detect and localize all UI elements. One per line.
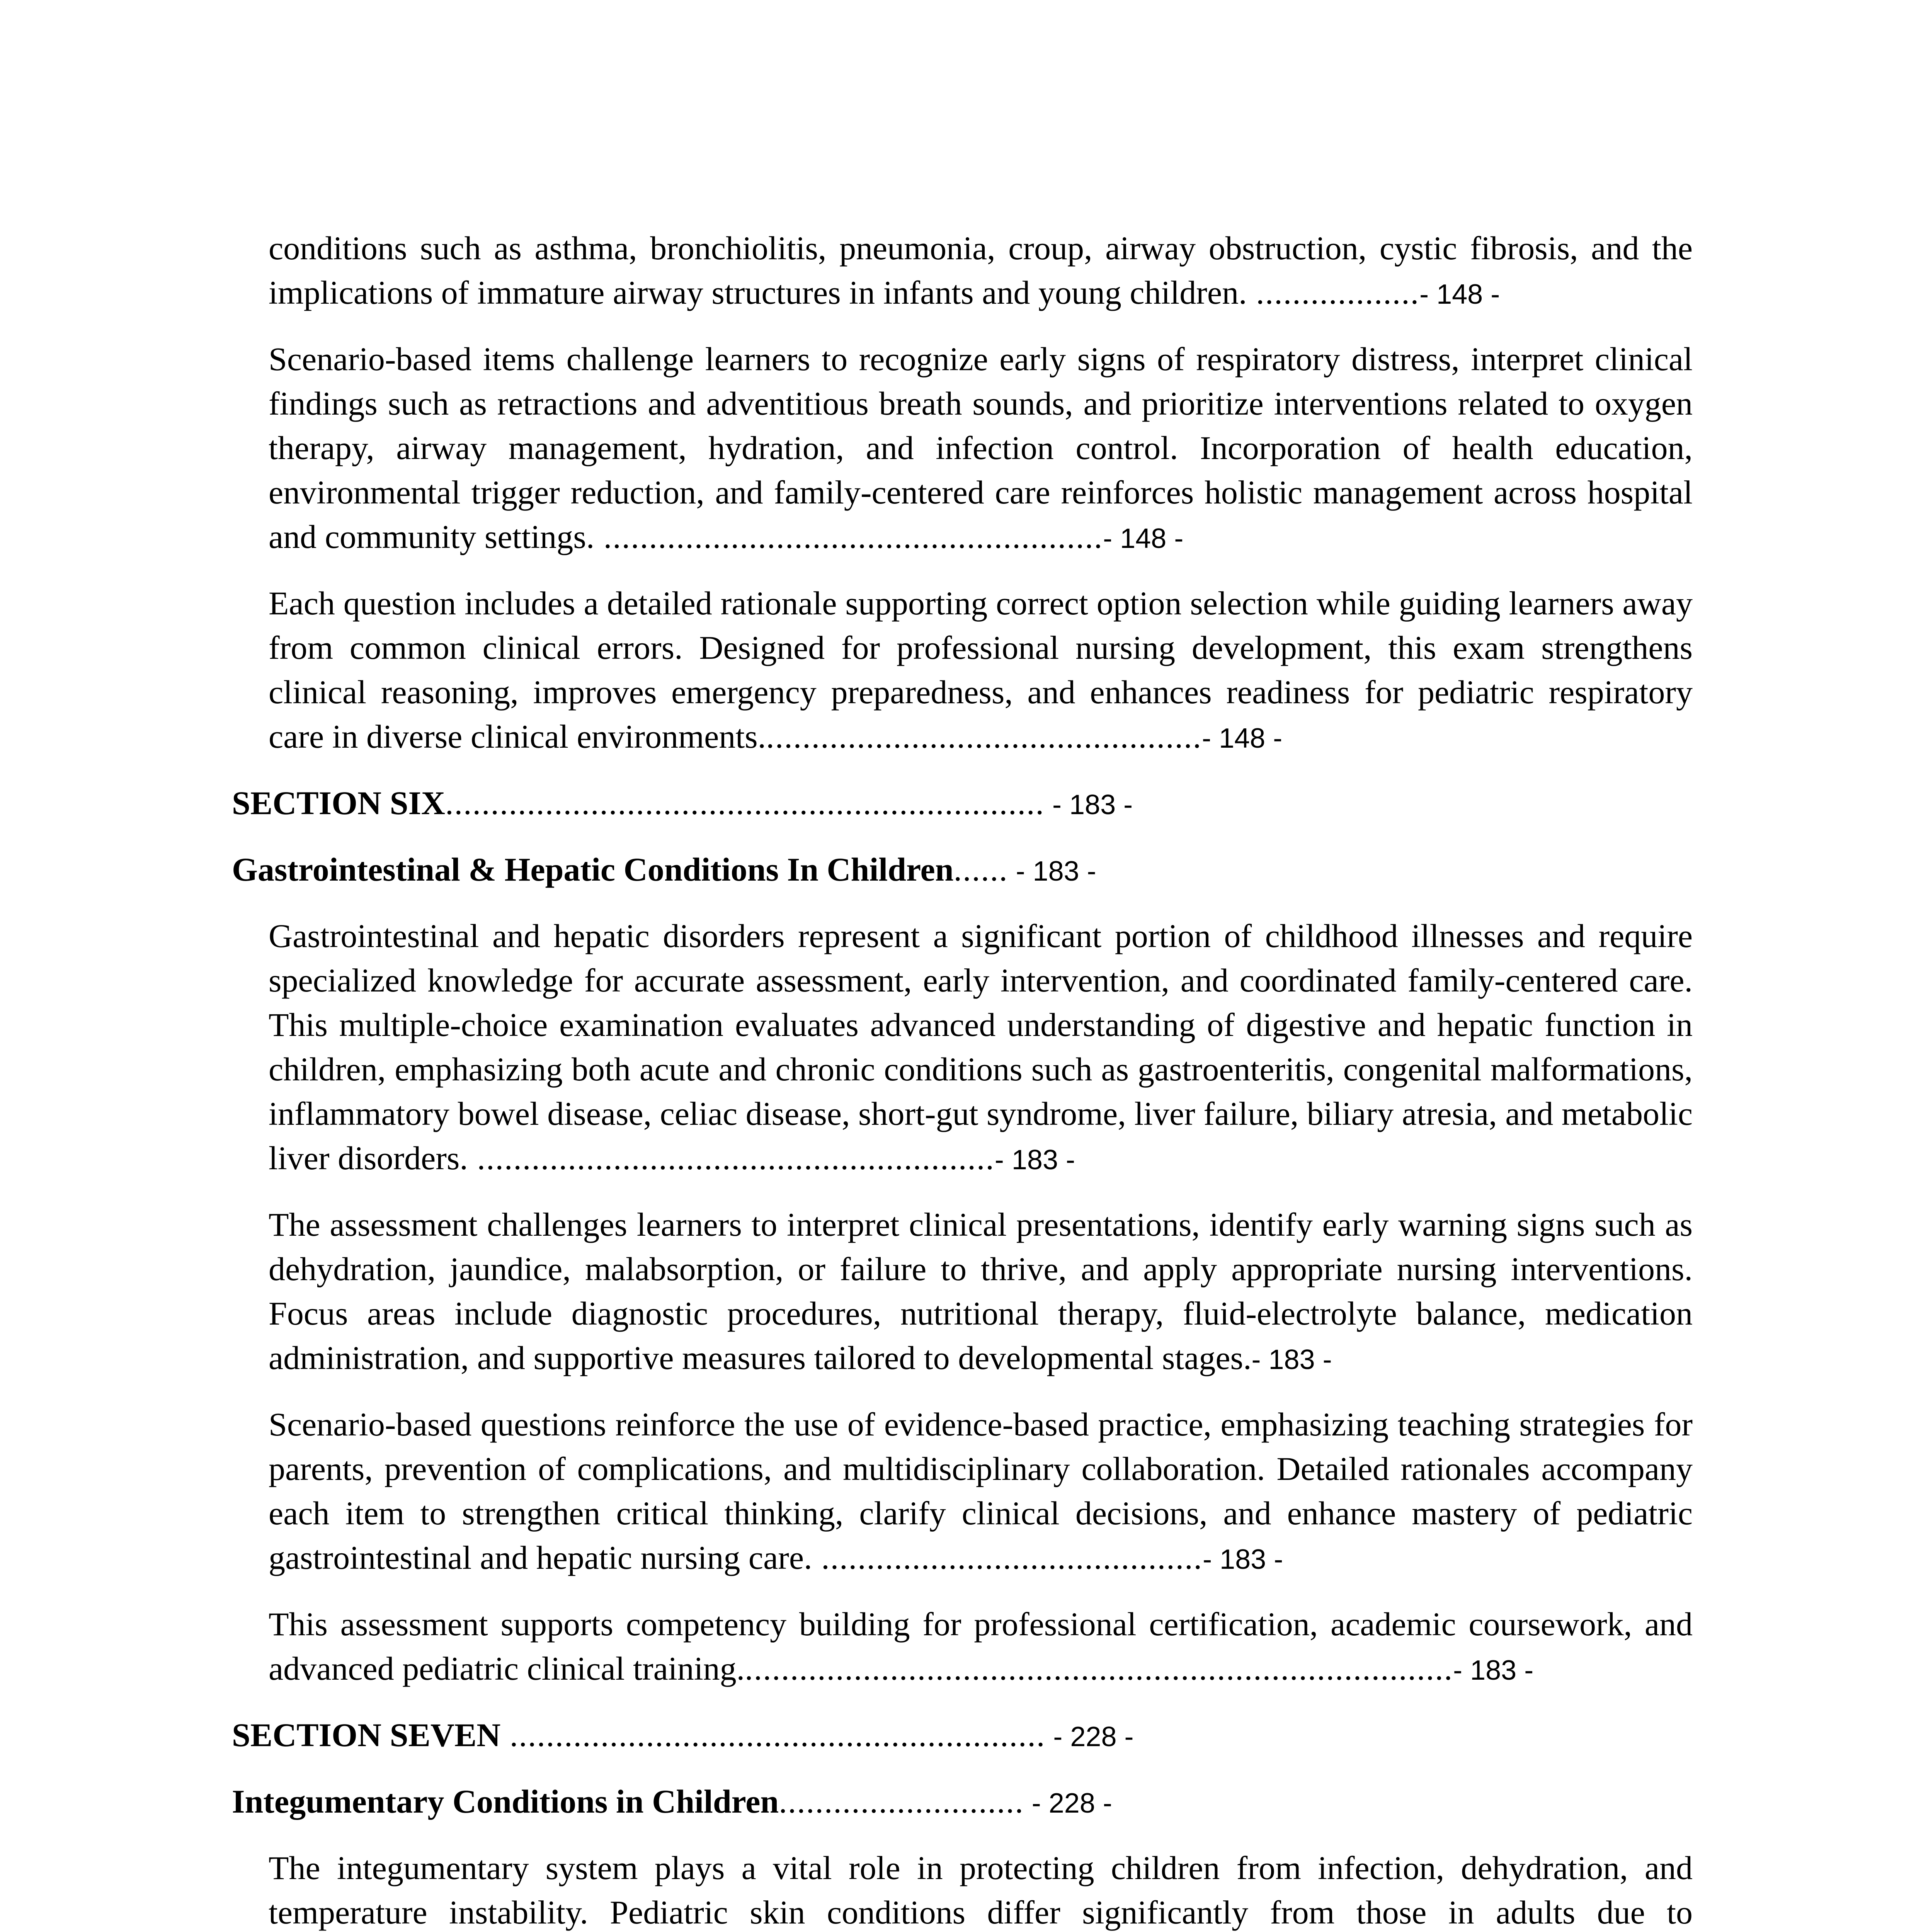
section-title: SECTION SIX (232, 784, 446, 821)
page-ref: - 228 - (1024, 1788, 1112, 1819)
dot-leader: ......................................................... (468, 1139, 995, 1177)
toc-section-heading[interactable] (232, 1779, 1693, 1826)
toc-entry: Gastrointestinal and hepatic disorders represent a significant portion of childhood illnesses and require specialized knowledge for accurate assessment, early intervention, and coordinated family-centered care. This multiple-choice examination evaluates advanced understanding of digestive and hepatic function in children, emphasizing both acute and chronic conditions such as gastroenteritis, congenital malformations, inflammatory bowel disease, celiac disease, short-gut syndrome, liver failure, biliary atresia, and metabolic liver disorders. .........................................................- 183 - (269, 917, 1693, 1177)
dot-leader: .................. (1247, 274, 1420, 311)
dot-leader: ...... (953, 851, 1008, 888)
toc-entry: The integumentary system plays a vital role in protecting children from infection, dehydration, and temperature instability. Pediatric skin conditions differ significantly from those in adults due to (269, 1849, 1693, 1931)
toc-section-heading[interactable] (232, 1713, 1693, 1759)
dot-leader: ....................................................... (594, 518, 1103, 555)
toc-entry: This assessment supports competency building for professional certification, academic coursework, and advanced pediatric clinical training...............................................................................- 183 - (269, 1605, 1693, 1687)
toc-section-heading[interactable] (232, 847, 1693, 894)
toc-section-heading[interactable] (232, 781, 1693, 827)
section-title: Integumentary Conditions in Children (232, 1783, 779, 1820)
dot-leader: .......................................... (812, 1539, 1203, 1576)
page-ref: - 183 - (1453, 1655, 1534, 1686)
toc-entry: The assessment challenges learners to interpret clinical presentations, identify early warning signs such as dehydration, jaundice, malabsorption, or failure to thrive, and apply appropriate nursing interventions. Focus areas include diagnostic procedures, nutritional therapy, fluid-electrolyte balance, medication administration, and supportive measures tailored to developmental stages.- 183 - (269, 1206, 1693, 1376)
dot-leader: ................................................ (766, 718, 1202, 755)
section-title: Gastrointestinal & Hepatic Conditions In Children (232, 851, 954, 888)
page-ref: - 183 - (1203, 1544, 1283, 1575)
page-ref: - 183 - (1008, 856, 1096, 887)
section-title: SECTION SEVEN (232, 1716, 501, 1753)
toc-entry: Scenario-based items challenge learners to recognize early signs of respiratory distress, interpret clinical findings such as retractions and adventitious breath sounds, and prioritize interventions related to oxygen therapy, airway management, hydration, and infection control. Incorporation of health education, environmental trigger reduction, and family-centered care reinforces holistic management across hospital and community settings. .......................................................- 148 - (269, 340, 1693, 555)
page-ref: - 148 - (1202, 723, 1283, 754)
page-ref: - 183 - (1045, 789, 1133, 820)
toc-entry: Scenario-based questions reinforce the use of evidence-based practice, emphasizing teaching strategies for parents, prevention of complications, and multidisciplinary collaboration. Detailed rationales accompany each item to strengthen critical thinking, clarify clinical decisions, and enhance mastery of pediatric gastrointestinal and hepatic nursing care. ..........................................- 183 - (269, 1406, 1693, 1576)
dot-leader: .............................................................................. (745, 1650, 1453, 1687)
page-ref: - 183 - (1251, 1344, 1332, 1375)
table-of-contents (232, 226, 1693, 1932)
page-ref: - 228 - (1045, 1721, 1134, 1752)
page-ref: - 148 - (1419, 279, 1500, 310)
dot-leader: .................................................................. (445, 784, 1045, 821)
page-ref: - 183 - (994, 1145, 1075, 1175)
toc-entry: conditions such as asthma, bronchiolitis, pneumonia, croup, airway obstruction, cystic fibrosis, and the implications of immature airway structures in infants and young children. ..................- 148 - (269, 230, 1693, 311)
page-ref: - 148 - (1103, 523, 1184, 554)
dot-leader: ........................................................... (500, 1716, 1046, 1753)
toc-entry: Each question includes a detailed rationale supporting correct option selection while guiding learners away from common clinical errors. Designed for professional nursing development, this exam strengthens clinical reasoning, improves emergency preparedness, and enhances readiness for pediatric respiratory care in diverse clinical environments.................................................- 148 - (269, 585, 1693, 755)
dot-leader: ........................... (779, 1783, 1024, 1820)
